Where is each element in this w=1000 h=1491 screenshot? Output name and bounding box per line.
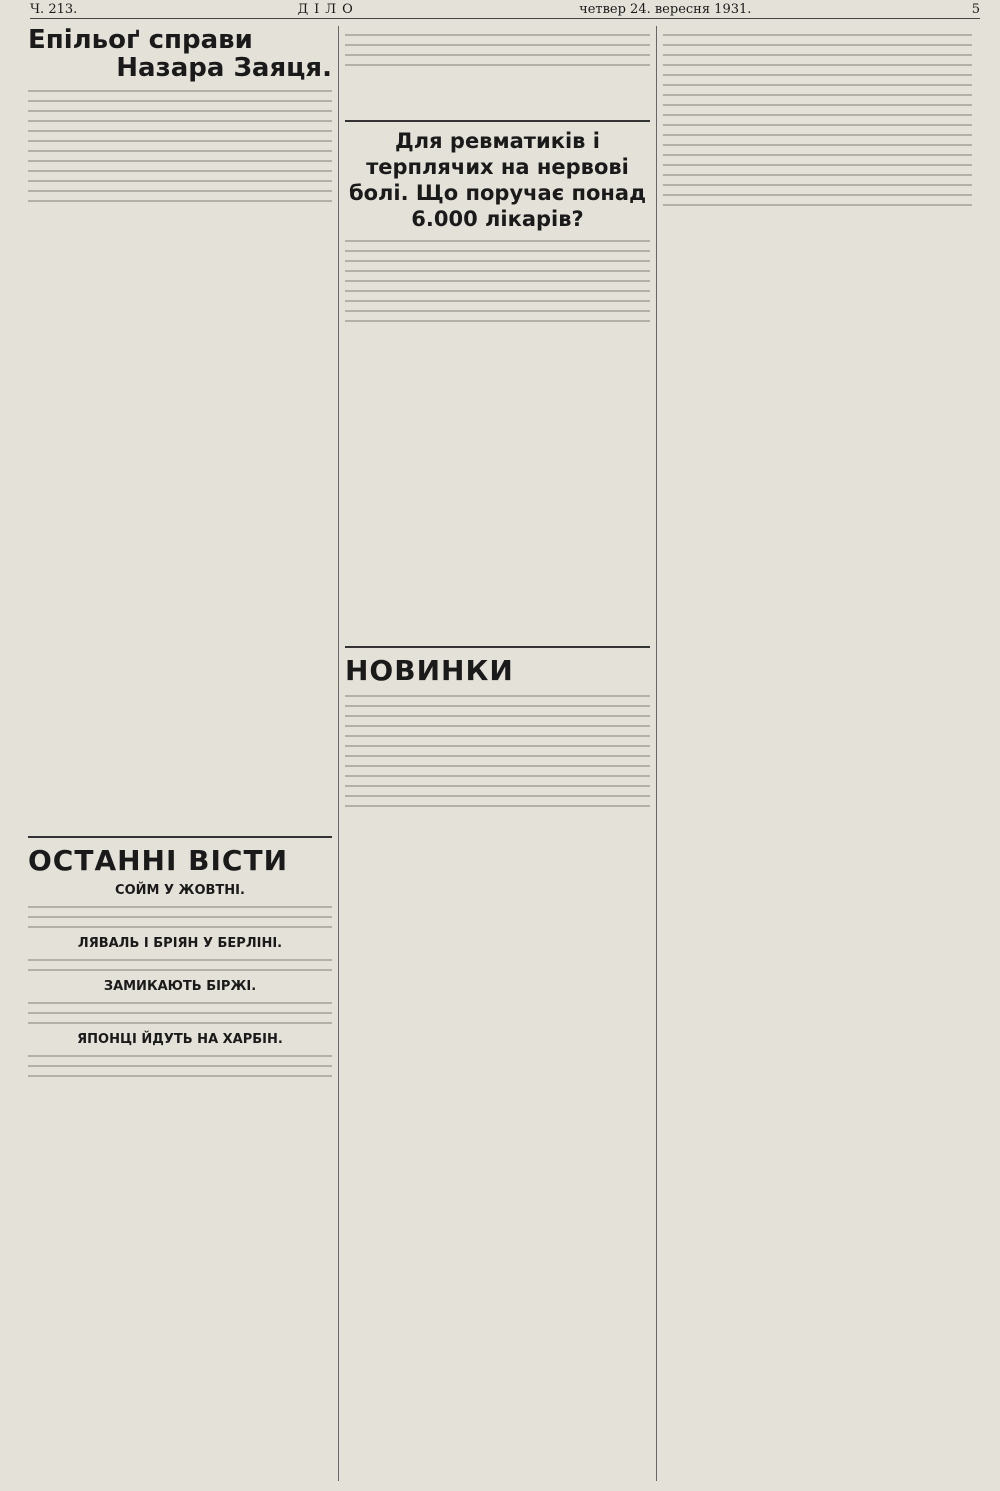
- paper-name: ДІЛО: [297, 1, 359, 17]
- page-number: 5: [971, 1, 980, 17]
- subhead: ЯПОНЦІ ЙДУТЬ НА ХАРБІН.: [77, 1032, 283, 1047]
- masthead: [30, 0, 980, 19]
- issue-date: четвер 24. вересня 1931.: [579, 1, 752, 17]
- advert-headline: Для ревматиків і терплячих на нервові болі. Що поручає понад 6.000 лікарів?: [348, 129, 647, 231]
- subhead: ЛЯВАЛЬ І БРІЯН У БЕРЛІНІ.: [77, 936, 283, 951]
- article-body: [28, 90, 332, 830]
- subhead: СОЙМ У ЖОВТНІ.: [115, 883, 245, 898]
- news-heading: НОВИНКИ: [345, 654, 514, 687]
- advert-body: [345, 240, 650, 640]
- subhead: ЗАМИКАЮТЬ БІРЖІ.: [103, 979, 257, 994]
- column-3: [656, 26, 978, 1481]
- column-1: [22, 26, 338, 1481]
- latest-news-heading: ОСТАННІ ВІСТИ: [28, 844, 288, 877]
- article-headline: Епільоґ справи Назара Заяця.: [28, 26, 332, 83]
- column-2: [338, 26, 656, 1481]
- page-label: Ч. 213.: [30, 1, 78, 17]
